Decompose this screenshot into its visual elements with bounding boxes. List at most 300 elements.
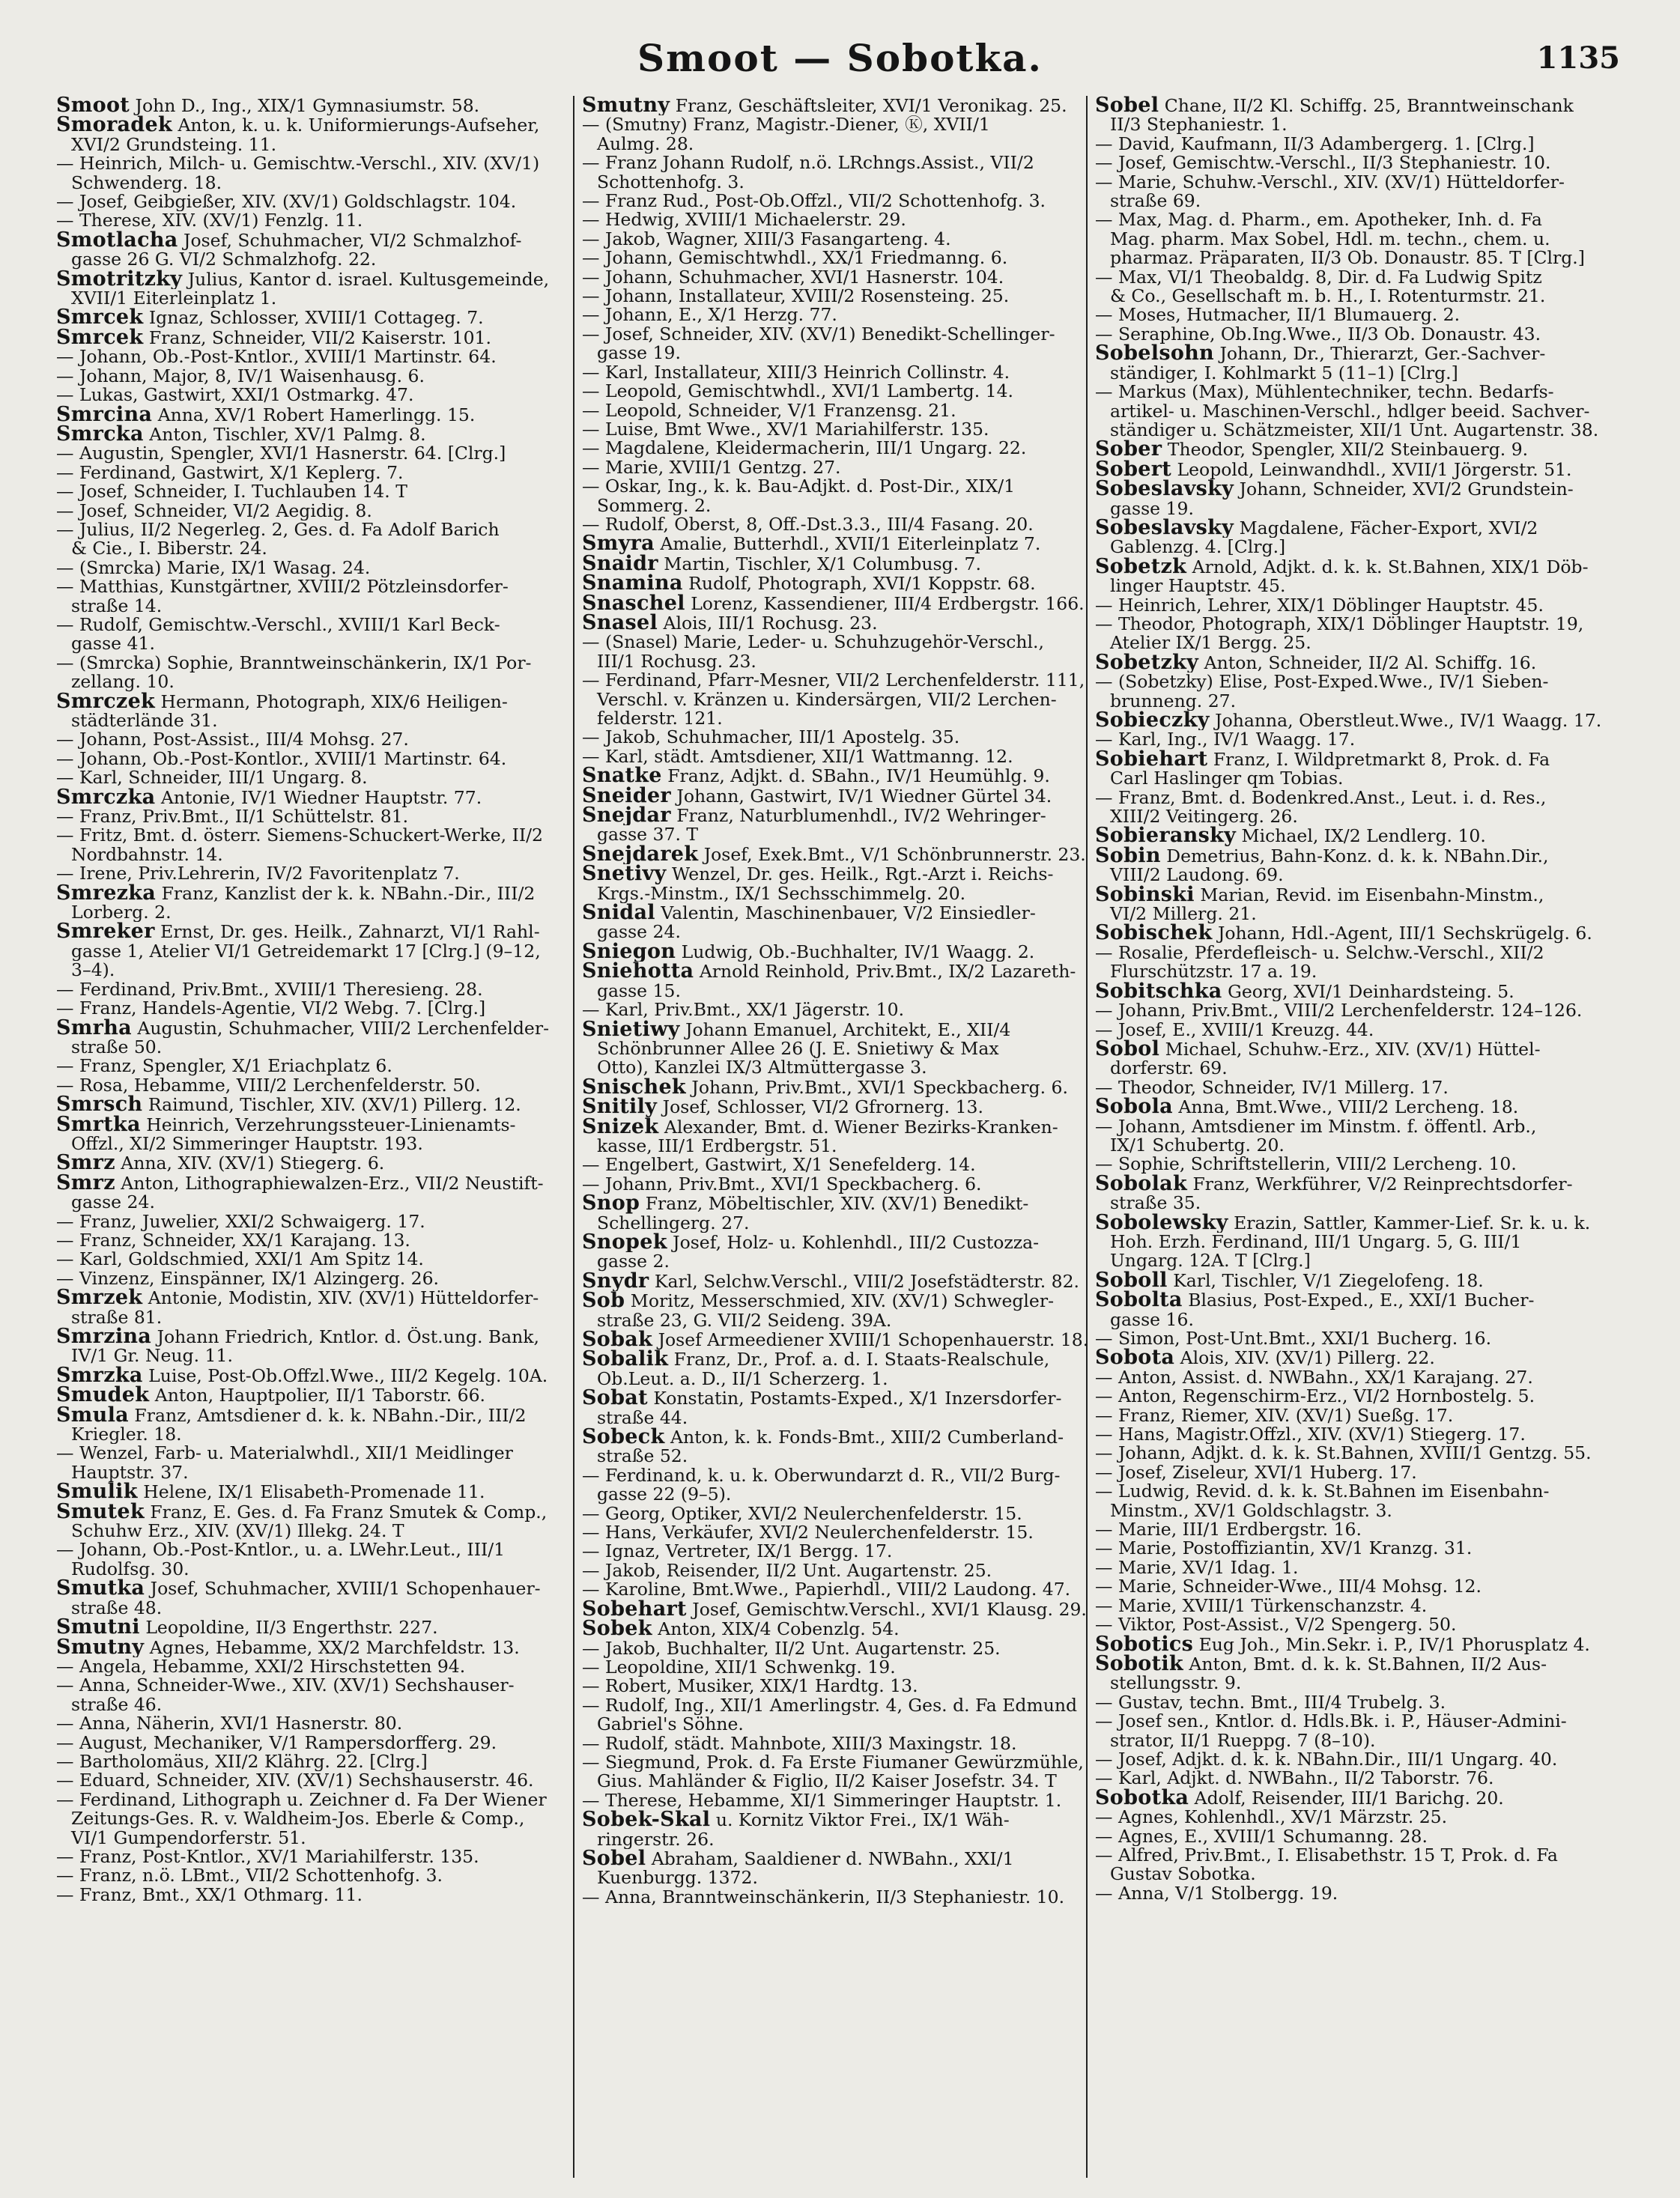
entry-surname: Smula (56, 1405, 129, 1426)
directory-line (582, 671, 1099, 690)
directory-line (1095, 230, 1612, 249)
entry-text: Lorenz, Kassendiener, III/4 Erdbergstr. 166. (685, 593, 1085, 613)
directory-line (56, 328, 573, 347)
entry-surname: Snydr (582, 1271, 649, 1292)
entry-text: Blasius, Post-Exped., E., XXI/1 Bucher- (1182, 1290, 1535, 1311)
entry-surname: Sobinski (1095, 884, 1195, 905)
entry-text: straße 35. (1110, 1194, 1201, 1213)
directory-line (582, 923, 1099, 941)
entry-text: — Magdalene, Kleidermacherin, III/1 Ungarg. 22. (582, 439, 1027, 458)
entry-text: — Karl, städt. Amtsdiener, XII/1 Wattmanng. 12. (582, 747, 1013, 767)
directory-line (1095, 1311, 1612, 1329)
entry-text: — Franz, Handels-Agentie, VI/2 Webg. 7. [Clrg.] (56, 999, 486, 1018)
directory-line (56, 1579, 573, 1598)
directory-line (56, 1269, 573, 1288)
entry-text: — Heinrich, Lehrer, XIX/1 Döblinger Hauptstr. 45. (1095, 595, 1544, 615)
directory-line (56, 750, 573, 768)
directory-line (1095, 1674, 1612, 1692)
entry-text: — Sophie, Schriftstellerin, VIII/2 Lercheng. 10. (1095, 1155, 1517, 1174)
entry-text: — Josef sen., Kntlor. d. Hdls.Bk. i. P., Häuser-Admini- (1095, 1712, 1567, 1731)
directory-line (1095, 1693, 1612, 1712)
entry-surname: Smrezka (56, 883, 157, 904)
directory-line (1095, 1213, 1612, 1233)
entry-text: — Jakob, Wagner, XIII/3 Fasangarteng. 4. (582, 229, 951, 249)
directory-line (56, 730, 573, 749)
entry-text: Hermann, Photograph, XIX/6 Heiligen- (155, 691, 508, 711)
entry-text: Anton, k. k. Fonds-Bmt., XIII/2 Cumberland- (664, 1427, 1064, 1448)
entry-surname: Smrczka (56, 787, 156, 808)
directory-line (56, 980, 573, 999)
directory-line (56, 1752, 573, 1771)
entry-text: — Franz Rud., Post-Ob.Offzl., VII/2 Schottenhofg. 3. (582, 192, 1046, 211)
entry-surname: Smutni (56, 1618, 140, 1638)
entry-text: — Ferdinand, k. u. k. Oberwundarzt d. R., VII/2 Burg- (582, 1466, 1061, 1486)
directory-line (1095, 866, 1612, 884)
directory-line (582, 306, 1099, 324)
entry-text: pharmaz. Präparaten, II/3 Ob. Donaustr. 85. T [Clrg.] (1110, 249, 1585, 268)
directory-line (1095, 1654, 1612, 1674)
directory-line (1095, 1174, 1612, 1194)
entry-text: — Theodor, Photograph, XIX/1 Döblinger Hauptstr. 19, (1095, 614, 1584, 634)
directory-line (1095, 173, 1612, 192)
directory-line (582, 786, 1099, 806)
directory-line (1095, 249, 1612, 267)
directory-line (582, 1561, 1099, 1580)
entry-text: — Johann, Ob.-Post-Kontlor., XVIII/1 Martinstr. 64. (56, 749, 507, 769)
directory-line (56, 1425, 573, 1444)
entry-text: Ignaz, Schlosser, XVIII/1 Cottageg. 7. (143, 308, 484, 328)
entry-text: — Luise, Bmt Wwe., XV/1 Mariahilferstr. 135. (582, 419, 989, 440)
entry-surname: Sobol (1095, 1039, 1160, 1060)
entry-surname: Smrcek (56, 327, 144, 348)
directory-line (582, 1409, 1099, 1427)
entry-text: Kriegler. 18. (71, 1425, 182, 1445)
entry-surname: Smotritzky (56, 269, 183, 290)
directory-line (1095, 846, 1612, 866)
directory-line (1095, 673, 1612, 691)
entry-text: — Eduard, Schneider, XIV. (XV/1) Sechshauserstr. 46. (56, 1771, 534, 1791)
directory-line (1095, 596, 1612, 615)
directory-line (1095, 135, 1612, 154)
entry-text: — Robert, Musiker, XIX/1 Hardtg. 13. (582, 1677, 918, 1696)
directory-line (582, 1156, 1099, 1174)
directory-line (582, 1734, 1099, 1753)
entry-surname: Sobolewsky (1095, 1212, 1228, 1233)
entry-text: Hauptstr. 37. (71, 1463, 189, 1483)
directory-line (1095, 711, 1612, 730)
directory-line (1095, 1290, 1612, 1310)
entry-text: Ungarg. 12A. T [Clrg.] (1110, 1251, 1311, 1271)
entry-surname: Smrcek (56, 308, 144, 328)
directory-line (1095, 538, 1612, 556)
entry-text: Rudolfsg. 30. (71, 1559, 189, 1579)
entry-text: brunneng. 27. (1110, 691, 1237, 711)
entry-text: XVI/2 Grundsteing. 11. (71, 135, 277, 155)
directory-line (1095, 1502, 1612, 1520)
directory-line (56, 1866, 573, 1885)
directory-line (56, 845, 573, 864)
entry-text: — Franz Johann Rudolf, n.ö. LRchngs.Assist., VII/2 (582, 154, 1034, 173)
directory-line (56, 999, 573, 1018)
entry-text: — Simon, Post-Unt.Bmt., XXI/1 Bucherg. 16. (1095, 1329, 1492, 1349)
entry-text: Franz, E. Ges. d. Fa Franz Smutek & Comp., (144, 1502, 548, 1522)
directory-line (1095, 268, 1612, 287)
entry-text: gasse 37. T (597, 825, 699, 845)
entry-surname: Snop (582, 1194, 640, 1214)
entry-surname: Snejdar (582, 806, 671, 826)
entry-text: — Marie, Postoffiziantin, XV/1 Kranzg. 31. (1095, 1539, 1473, 1558)
directory-line (582, 210, 1099, 229)
directory-line (56, 308, 573, 327)
directory-line (1095, 364, 1612, 383)
entry-surname: Snatke (582, 766, 662, 786)
directory-line (1095, 1001, 1612, 1020)
directory-line (1095, 402, 1612, 421)
entry-text: zellang. 10. (71, 673, 175, 692)
entry-text: — (Smrcka) Marie, IX/1 Wasag. 24. (56, 558, 371, 578)
directory-line (582, 884, 1099, 903)
entry-surname: Sobetzk (1095, 556, 1187, 577)
directory-line (1095, 1827, 1612, 1846)
entry-text: straße 52. (597, 1447, 688, 1466)
directory-line (582, 534, 1099, 553)
entry-text: Theodor, Spengler, XII/2 Steinbauerg. 9. (1162, 440, 1529, 460)
directory-line (1095, 460, 1612, 479)
directory-line (56, 1809, 573, 1828)
entry-text: Franz, Geschäftsleiter, XVI/1 Veronikag. 25. (670, 96, 1067, 116)
directory-line (56, 1288, 573, 1308)
entry-text: artikel- u. Maschinen-Verschl., hdlger beeid. Sachver- (1110, 401, 1590, 421)
directory-line (582, 515, 1099, 534)
entry-text: — Matthias, Kunstgärtner, XVIII/2 Pötzleinsdorfer- (56, 577, 509, 597)
directory-line (582, 1311, 1099, 1330)
entry-text: — Franz, Priv.Bmt., II/1 Schüttelstr. 81. (56, 807, 409, 827)
page-number: 1135 (1536, 40, 1620, 76)
directory-line (1095, 1117, 1612, 1136)
entry-text: — Angela, Hebamme, XXI/2 Hirschstetten 94. (56, 1657, 466, 1677)
entry-text: Anna, XIV. (XV/1) Stiegerg. 6. (115, 1153, 385, 1174)
entry-surname: Sobin (1095, 845, 1161, 866)
directory-line (1095, 730, 1612, 749)
directory-line (582, 1466, 1099, 1485)
entry-surname: Snaschel (582, 593, 685, 613)
directory-line (1095, 923, 1612, 943)
entry-text: Julius, Kantor d. israel. Kultusgemeinde, (182, 269, 550, 290)
directory-line (56, 903, 573, 922)
entry-surname: Smreker (56, 922, 155, 942)
entry-text: ständiger, I. Kohlmarkt 5 (11–1) [Clrg.] (1110, 363, 1458, 383)
entry-text: Lorberg. 2. (71, 903, 172, 923)
entry-text: IX/1 Schubertg. 20. (1110, 1135, 1285, 1156)
entry-text: Otto), Kanzlei IX/3 Altmüttergasse 3. (597, 1058, 927, 1078)
directory-line (56, 1018, 573, 1038)
entry-surname: Smrcka (56, 424, 144, 445)
entry-text: straße 44. (597, 1408, 688, 1428)
entry-surname: Sobiehart (1095, 749, 1208, 770)
directory-line (56, 211, 573, 230)
entry-text: — Fritz, Bmt. d. österr. Siemens-Schuckert-Werke, II/2 (56, 826, 544, 845)
directory-line (1095, 634, 1612, 652)
entry-text: — Josef, E., XVIII/1 Kreuzg. 44. (1095, 1020, 1374, 1039)
directory-line (582, 1658, 1099, 1677)
entry-surname: Sobak (582, 1330, 653, 1350)
directory-line (56, 482, 573, 501)
directory-line (1095, 421, 1612, 440)
entry-text: Schottenhofg. 3. (597, 172, 745, 192)
directory-line (1095, 383, 1612, 401)
entry-text: Franz, Naturblumenhdl., IV/2 Wehringer- (670, 806, 1046, 826)
directory-line (56, 154, 573, 173)
entry-surname: Sobota (1095, 1348, 1175, 1368)
directory-line (582, 1175, 1099, 1194)
directory-line (56, 1385, 573, 1405)
directory-line (582, 477, 1099, 496)
entry-text: — Anton, Assist. d. NWBahn., XX/1 Karajang. 27. (1095, 1367, 1533, 1388)
directory-line (56, 1540, 573, 1559)
entry-text: — Leopold, Gemischtwhdl., XVI/1 Lambertg. 14. (582, 382, 1014, 401)
directory-line (56, 1153, 573, 1173)
entry-text: — Johann, Gemischtwhdl., XX/1 Friedmanng. 6. (582, 249, 1008, 268)
directory-line (582, 613, 1099, 633)
directory-line (1095, 154, 1612, 172)
entry-text: — Karl, Schneider, III/1 Ungarg. 8. (56, 768, 368, 788)
entry-text: Verschl. v. Kränzen u. Kindersärgen, VII/2 Lerchen- (597, 690, 1057, 709)
directory-line (582, 1791, 1099, 1810)
directory-line (582, 806, 1099, 825)
entry-surname: Sobeslavsky (1095, 517, 1234, 538)
entry-surname: Sniehotta (582, 962, 694, 982)
directory-line (1095, 440, 1612, 459)
entry-text: straße 50. (71, 1037, 163, 1057)
entry-surname: Smutka (56, 1579, 145, 1599)
entry-text: Antonie, IV/1 Wiedner Hauptstr. 77. (155, 787, 482, 808)
entry-text: Agnes, Hebamme, XX/2 Marchfeldstr. 13. (144, 1637, 520, 1657)
entry-text: — Anna, V/1 Stolbergg. 19. (1095, 1883, 1338, 1904)
entry-text: Anton, XIX/4 Cobenzlg. 54. (652, 1619, 900, 1639)
entry-text: Josef, Schuhmacher, XVIII/1 Schopenhauer- (145, 1579, 541, 1599)
entry-text: — Rudolf, Ing., XII/1 Amerlingstr. 4, Ges. d. Fa Edmund (582, 1695, 1078, 1716)
directory-line (56, 231, 573, 250)
directory-line (1095, 1348, 1612, 1367)
directory-line (1095, 905, 1612, 923)
directory-line (56, 1560, 573, 1579)
directory-line (582, 728, 1099, 747)
entry-text: Gabriel's Söhne. (597, 1715, 744, 1734)
entry-surname: Smrzka (56, 1365, 143, 1386)
entry-text: — Georg, Optiker, XVI/2 Neulerchenfelderstr. 15. (582, 1504, 1022, 1524)
directory-line (56, 1212, 573, 1231)
directory-line (582, 135, 1099, 154)
directory-line (56, 1848, 573, 1866)
entry-text: — Leopold, Schneider, V/1 Franzensg. 21. (582, 401, 956, 420)
entry-text: — Agnes, E., XVIII/1 Schumanng. 28. (1095, 1827, 1428, 1846)
entry-text: — Bartholomäus, XII/2 Klährg. 22. [Clrg.] (56, 1752, 428, 1772)
directory-line (56, 1347, 573, 1365)
directory-line (56, 96, 573, 115)
directory-line (56, 711, 573, 730)
entry-surname: Sobolak (1095, 1174, 1187, 1194)
entry-text: Gius. Mahländer & Figlio, II/2 Kaiser Josefstr. 34. T (597, 1772, 1057, 1791)
directory-line (56, 673, 573, 691)
directory-line (1095, 1520, 1612, 1539)
entry-text: Michael, IX/2 Lendlerg. 10. (1236, 826, 1486, 846)
entry-text: gasse 2. (597, 1252, 670, 1272)
entry-text: gasse 24. (71, 1193, 155, 1212)
directory-line (582, 1252, 1099, 1271)
directory-line (1095, 1731, 1612, 1750)
entry-text: — Hans, Magistr.Offzl., XIV. (XV/1) Stiegerg. 17. (1095, 1425, 1526, 1445)
entry-text: Anton, Bmt. d. k. k. St.Bahnen, II/2 Aus- (1183, 1654, 1547, 1675)
entry-surname: Sobeslavsky (1095, 479, 1234, 500)
directory-line (582, 1370, 1099, 1388)
entry-text: — Franz, Schneider, XX/1 Karajang. 13. (56, 1230, 410, 1251)
entry-text: — Johann, Major, 8, IV/1 Waisenhausg. 6. (56, 366, 425, 386)
entry-text: Johann, Priv.Bmt., XVI/1 Speckbacherg. 6. (685, 1077, 1068, 1098)
directory-line (56, 942, 573, 961)
entry-text: III/1 Rochusg. 23. (597, 652, 756, 672)
entry-text: Heinrich, Verzehrungssteuer-Linienamts- (140, 1114, 516, 1135)
entry-surname: Sobel (582, 1848, 646, 1869)
entry-text: — Alfred, Priv.Bmt., I. Elisabethstr. 15 T, Prok. d. Fa (1095, 1845, 1558, 1865)
directory-line (1095, 615, 1612, 634)
entry-text: Leopoldine, II/3 Engerthstr. 227. (139, 1618, 438, 1638)
entry-text: Offzl., XI/2 Simmeringer Hauptstr. 193. (71, 1134, 423, 1154)
page-header (0, 30, 1680, 82)
entry-text: Georg, XVI/1 Deinhardsteing. 5. (1222, 981, 1514, 1002)
entry-text: Johann, Gastwirt, IV/1 Wiedner Gürtel 34. (670, 786, 1052, 807)
directory-line (1095, 1136, 1612, 1155)
entry-text: & Co., Gesellschaft m. b. H., I. Rotenturmstr. 21. (1110, 287, 1546, 306)
directory-line (56, 520, 573, 539)
entry-text: gasse 1, Atelier VI/1 Getreidemarkt 17 [Clrg.] (9–12, (71, 941, 541, 962)
directory-line (1095, 885, 1612, 905)
directory-line (582, 1291, 1099, 1311)
directory-line (56, 192, 573, 211)
directory-line (56, 768, 573, 787)
directory-line (56, 136, 573, 154)
directory-line (56, 1057, 573, 1075)
directory-line (56, 1695, 573, 1714)
directory-line (56, 577, 573, 596)
entry-surname: Smutek (56, 1502, 145, 1522)
entry-text: — Marie, Schneider-Wwe., III/4 Mohsg. 12. (1095, 1577, 1482, 1597)
directory-line (56, 1638, 573, 1657)
entry-text: Martin, Tischler, X/1 Columbusg. 7. (658, 553, 981, 574)
entry-surname: Sobalik (582, 1350, 669, 1370)
directory-line (56, 1366, 573, 1385)
entry-text: — Ludwig, Revid. d. k. k. St.Bahnen im Eisenbahn- (1095, 1482, 1550, 1502)
entry-surname: Smyra (582, 534, 655, 554)
entry-text: linger Hauptstr. 45. (1110, 577, 1286, 596)
entry-text: Valentin, Maschinenbauer, V/2 Einsiedler- (655, 903, 1036, 923)
entry-text: Helene, IX/1 Elisabeth-Promenade 11. (137, 1482, 485, 1502)
entry-text: Anna, XV/1 Robert Hamerlingg. 15. (152, 404, 476, 425)
entry-text: Arnold Reinhold, Priv.Bmt., IX/2 Lazareth- (694, 962, 1076, 982)
directory-line (56, 1502, 573, 1522)
directory-line (582, 268, 1099, 287)
directory-line (582, 1619, 1099, 1639)
entry-text: Josef, Holz- u. Kohlenhdl., III/2 Custozza- (667, 1232, 1040, 1253)
entry-text: — Johann, Adjkt. d. k. k. St.Bahnen, XVIII/1 Gentzg. 55. (1095, 1444, 1592, 1463)
entry-text: Josef, Schuhmacher, VI/2 Schmalzhof- (178, 230, 522, 251)
entry-text: — Anna, Schneider-Wwe., XIV. (XV/1) Sechshauser- (56, 1676, 515, 1695)
directory-line (1095, 826, 1612, 845)
entry-text: Anton, Schneider, II/2 Al. Schiffg. 16. (1198, 652, 1537, 673)
directory-line (1095, 750, 1612, 769)
directory-line (56, 1115, 573, 1135)
entry-surname: Smoot (56, 96, 130, 116)
entry-text: Marian, Revid. im Eisenbahn-Minstm., (1194, 884, 1544, 905)
entry-text: — Johann, E., X/1 Herzg. 77. (582, 306, 837, 325)
entry-text: — Viktor, Post-Assist., V/2 Spengerg. 50. (1095, 1615, 1457, 1635)
directory-line (1095, 306, 1612, 324)
directory-line (582, 192, 1099, 210)
entry-text: Leopold, Leinwandhdl., XVII/1 Jörgerstr. 51. (1171, 459, 1572, 480)
entry-text: — Therese, Hebamme, XI/1 Simmeringer Hauptstr. 1. (582, 1791, 1062, 1811)
directory-line (582, 287, 1099, 306)
entry-text: — Lukas, Gastwirt, XXI/1 Ostmarkg. 47. (56, 386, 414, 405)
entry-surname: Snamina (582, 574, 683, 594)
directory-line (1095, 210, 1612, 229)
directory-line (582, 942, 1099, 962)
entry-text: Amalie, Butterhdl., XVII/1 Eiterleinplatz 7. (654, 534, 1041, 554)
directory-line (56, 386, 573, 404)
entry-text: — Franz, Bmt. d. Bodenkred.Anst., Leut. i. d. Res., (1095, 788, 1547, 808)
entry-text: ringerstr. 26. (597, 1830, 715, 1849)
directory-line (582, 115, 1099, 134)
entry-text: Franz, Schneider, VII/2 Kaiserstr. 101. (143, 327, 491, 348)
directory-line (582, 747, 1099, 766)
directory-line (1095, 344, 1612, 363)
entry-surname: Soboll (1095, 1270, 1168, 1291)
entry-text: Michael, Schuhw.-Erz., XIV. (XV/1) Hüttel- (1159, 1039, 1541, 1060)
directory-line (56, 502, 573, 520)
entry-text: Anton, Hauptpolier, II/1 Taborstr. 66. (149, 1385, 486, 1406)
directory-line (582, 1830, 1099, 1849)
entry-text: gasse 26 G. VI/2 Schmalzhofg. 22. (71, 250, 377, 270)
directory-line (1095, 1059, 1612, 1078)
entry-text: — Therese, XIV. (XV/1) Fenzlg. 11. (56, 211, 363, 231)
entry-text: Johann, Hdl.-Agent, III/1 Sechskrügelg. 6. (1212, 923, 1592, 944)
entry-text: — Ferdinand, Pfarr-Mesner, VII/2 Lerchenfelderstr. 111, (582, 671, 1085, 690)
entry-surname: Sobat (582, 1388, 648, 1409)
entry-text: Gablenzg. 4. [Clrg.] (1110, 538, 1286, 557)
directory-line (582, 96, 1099, 115)
entry-text: — Johann, Ob.-Post-Kntlor., XVIII/1 Martinstr. 64. (56, 347, 497, 367)
directory-line (582, 249, 1099, 267)
entry-text: — Anna, Branntweinschänkerin, II/3 Stephaniestr. 10. (582, 1887, 1065, 1907)
entry-surname: Sobehart (582, 1599, 687, 1620)
directory-line (56, 174, 573, 192)
directory-line (1095, 692, 1612, 711)
entry-text: gasse 15. (597, 981, 681, 1001)
entry-surname: Smrczek (56, 691, 156, 711)
entry-text: stellungsstr. 9. (1110, 1674, 1242, 1693)
directory-line (1095, 1482, 1612, 1501)
directory-line (582, 1639, 1099, 1658)
entry-text: gasse 19. (1110, 499, 1194, 518)
directory-line (582, 382, 1099, 401)
directory-line (1095, 1271, 1612, 1290)
entry-text: gasse 22 (9–5). (597, 1485, 732, 1505)
directory-line (582, 594, 1099, 613)
directory-line (582, 1233, 1099, 1252)
entry-text: Carl Haslinger qm Tobias. (1110, 769, 1344, 789)
entry-text: — Marie, Schuhw.-Verschl., XIV. (XV/1) Hütteldorfer- (1095, 172, 1565, 192)
entry-surname: Snetivy (582, 864, 667, 884)
directory-line (582, 1137, 1099, 1156)
entry-surname: Smotlacha (56, 230, 178, 251)
